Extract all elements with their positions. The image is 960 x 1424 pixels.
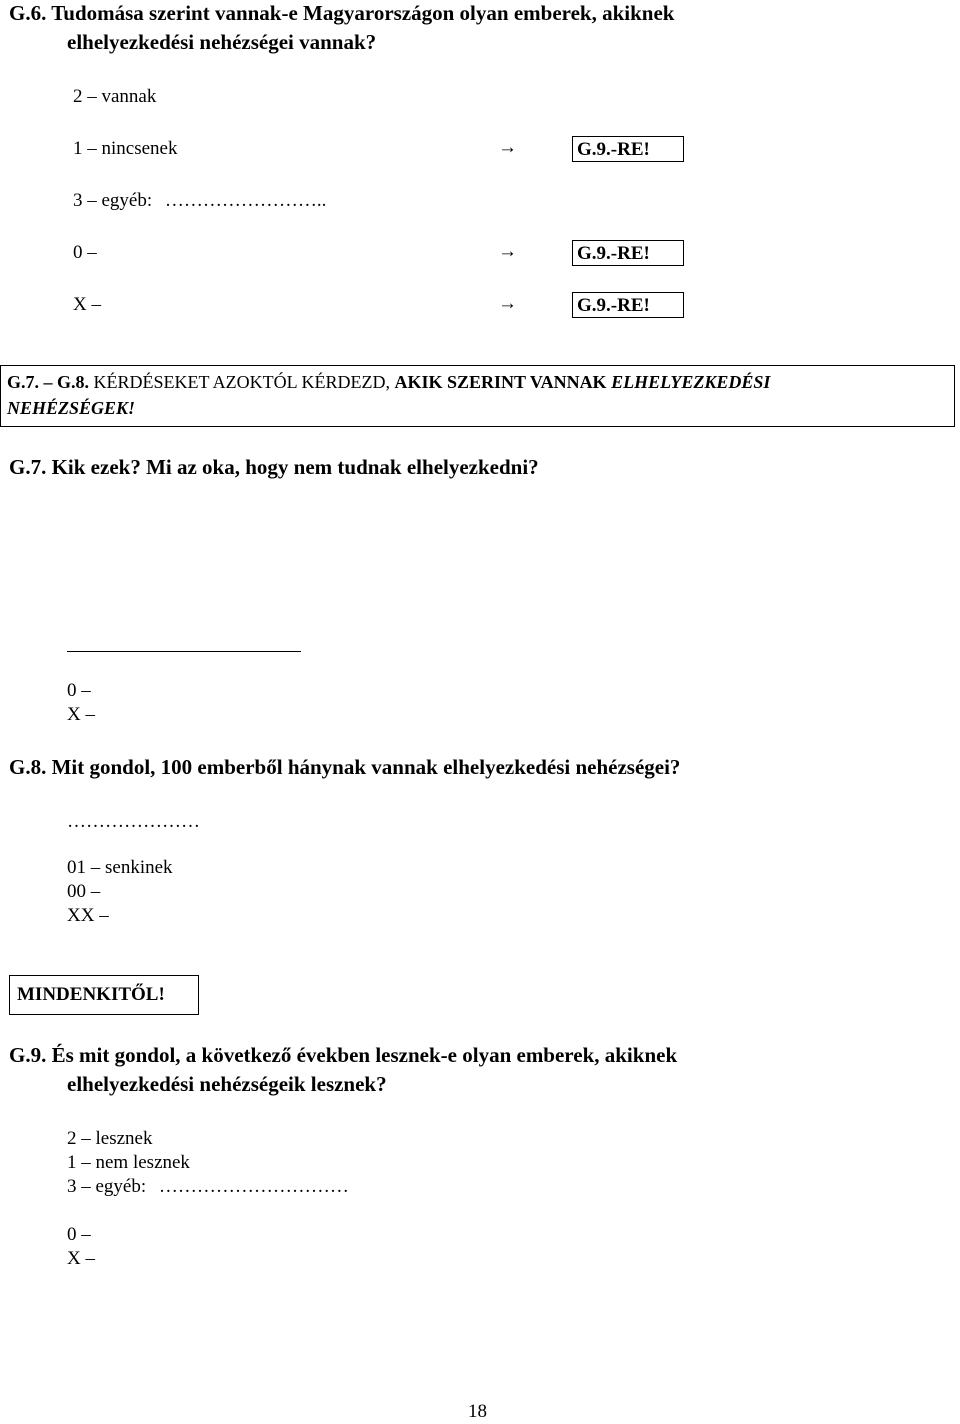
instruction-bold: AKIK SZERINT VANNAK [394, 372, 607, 392]
g7-question: G.7. Kik ezek? Mi az oka, hogy nem tudnak elhelyezkedni? [9, 455, 539, 479]
g9-option-2[interactable]: 2 – lesznek [67, 1128, 153, 1149]
g8-answer-dots[interactable]: ………………… [67, 811, 200, 832]
route-box-g9: G.9.-RE! [572, 292, 684, 318]
g9-option-0[interactable]: 0 – [67, 1224, 91, 1245]
route-box-g9: G.9.-RE! [572, 240, 684, 266]
g9-question-line2: elhelyezkedési nehézségeik lesznek? [67, 1072, 387, 1096]
g7-option-x[interactable]: X – [67, 704, 95, 725]
route-box-g9: G.9.-RE! [572, 136, 684, 162]
g8-option-01[interactable]: 01 – senkinek [67, 857, 173, 878]
g8-option-00[interactable]: 00 – [67, 881, 101, 902]
g8-option-xx[interactable]: XX – [67, 905, 109, 926]
g9-option-1[interactable]: 1 – nem lesznek [67, 1152, 190, 1173]
g7-option-0[interactable]: 0 – [67, 680, 91, 701]
arrow-right-icon: → [498, 241, 517, 262]
page-number: 18 [468, 1401, 487, 1422]
g6-option-x[interactable]: X – [73, 294, 101, 315]
g8-question: G.8. Mit gondol, 100 emberből hánynak vannak elhelyezkedési nehézségei? [9, 755, 681, 779]
answer-line[interactable] [67, 651, 301, 652]
g6-question [9, 0, 674, 28]
g6-option-3[interactable]: 3 – egyéb: …………………….. [73, 190, 327, 211]
g9-question-line1: G.9. És mit gondol, a következő években lesznek-e olyan emberek, akiknek [9, 1043, 678, 1067]
g6-question-line1: G.6. Tudomása szerint vannak-e Magyarországon olyan emberek, akiknek [9, 1, 675, 25]
arrow-right-icon: → [498, 293, 517, 314]
g6-question-line2: elhelyezkedési nehézségei vannak? [67, 30, 377, 54]
g9-egyeb-dots: ………………………… [158, 1176, 349, 1197]
instruction-prefix: G.7. – G.8. [7, 372, 90, 392]
g6-option-0[interactable]: 0 – [73, 242, 97, 263]
mindenkitol-box: MINDENKITŐL! [9, 975, 199, 1015]
instruction-italic-2: NEHÉZSÉGEK! [7, 398, 136, 418]
g9-option-x[interactable]: X – [67, 1248, 95, 1269]
g9-option-3[interactable]: 3 – egyéb: ………………………… [67, 1176, 349, 1197]
instruction-italic-1: ELHELYEZKEDÉSI [611, 372, 771, 392]
g6-option-2[interactable]: 2 – vannak [73, 86, 157, 107]
interviewer-instruction-box [0, 365, 955, 427]
instruction-normal: KÉRDÉSEKET AZOKTÓL KÉRDEZD, [93, 372, 390, 392]
g6-option-1[interactable]: 1 – nincsenek [73, 138, 178, 159]
arrow-right-icon: → [498, 137, 517, 158]
g6-egyeb-dots: …………………….. [164, 190, 327, 211]
